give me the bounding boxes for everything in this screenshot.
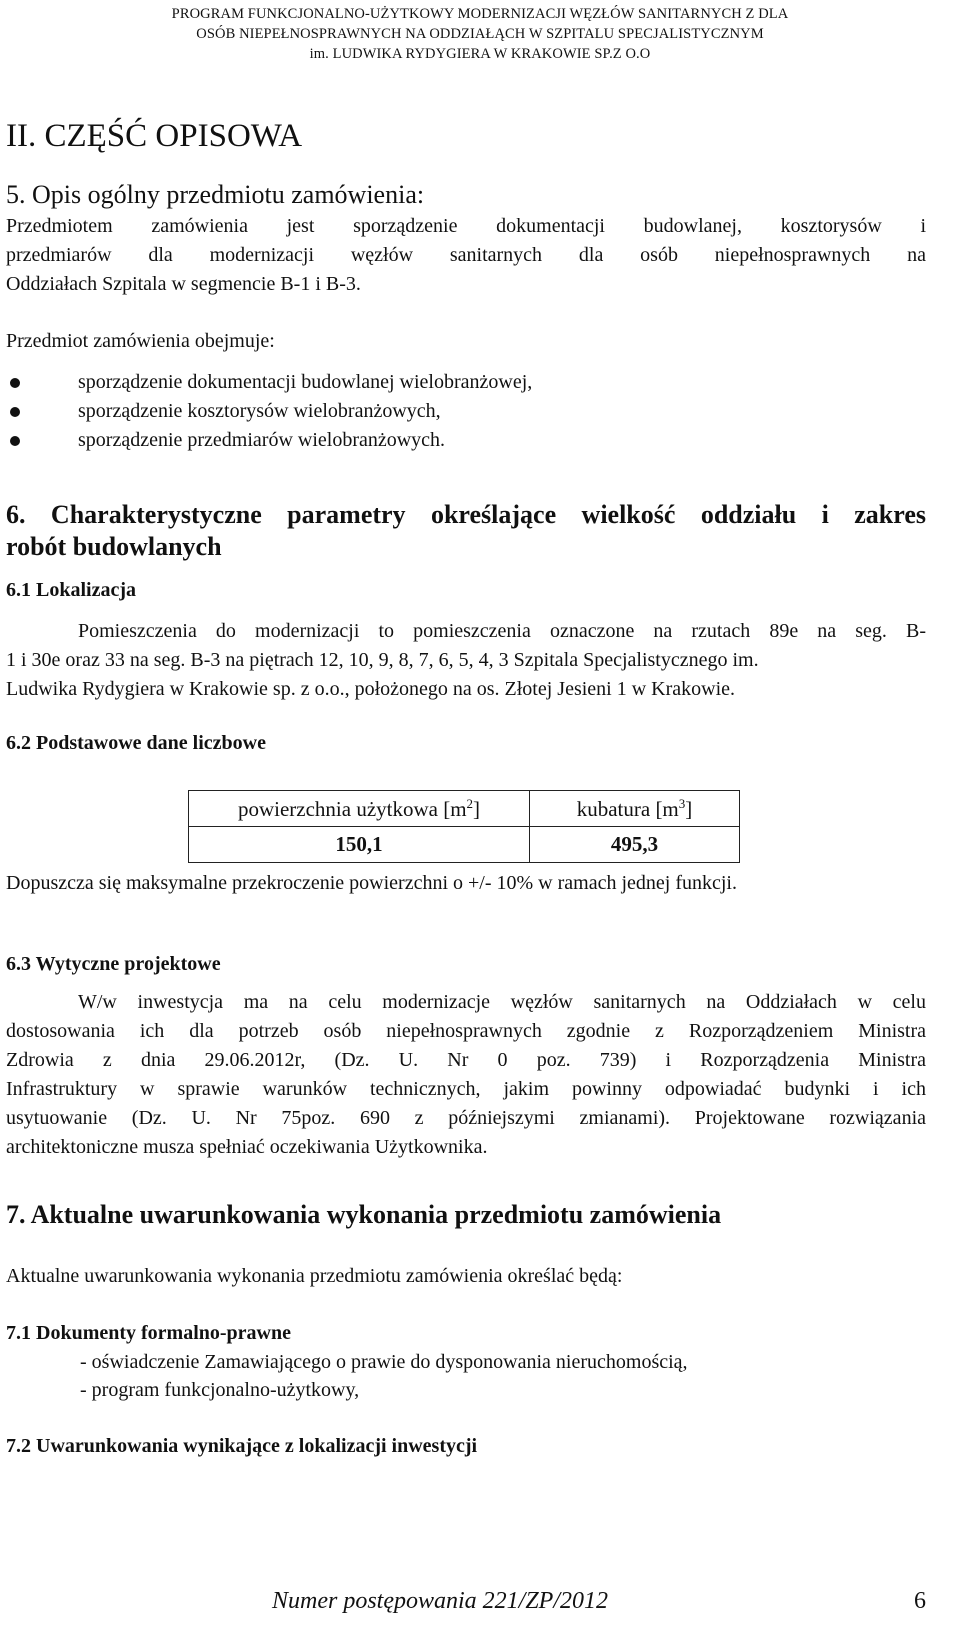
section-7-intro: Aktualne uwarunkowania wykonania przedmiotu zamówienia określać będą: — [6, 1265, 623, 1287]
document-item-2: - program funkcjonalno-użytkowy, — [80, 1379, 360, 1401]
bullet-icon — [10, 407, 20, 417]
section-7-1-title: 7.1 Dokumenty formalno-prawne — [6, 1322, 291, 1344]
guidelines-line-4: Infrastruktury w sprawie warunków technicznych, jakim powinny odpowiadać budynki i ich — [6, 1078, 926, 1100]
document-item-1: - oświadczenie Zamawiającego o prawie do dysponowania nieruchomością, — [80, 1351, 688, 1373]
section-6-title-line-1: 6. Charakterystyczne parametry określające wielkość oddziału i zakres — [6, 500, 926, 529]
table-value-area: 150,1 — [189, 827, 530, 863]
running-header-line-2: OSÓB NIEPEŁNOSPRAWNYCH NA ODDZIAŁĄCH W SZPITALU SPECJALISTYCZNYM — [196, 26, 764, 42]
scope-item-2: sporządzenie kosztorysów wielobranżowych, — [78, 400, 441, 422]
running-header-line-3: im. LUDWIKA RYDYGIERA W KRAKOWIE SP.Z O.O — [309, 46, 651, 62]
bullet-icon — [10, 378, 20, 388]
superscript: 3 — [678, 795, 686, 811]
guidelines-line-6: architektoniczne musza spełniać oczekiwania Użytkownika. — [6, 1136, 488, 1158]
section-6-3-title: 6.3 Wytyczne projektowe — [6, 953, 221, 975]
section-7-2-title: 7.2 Uwarunkowania wynikające z lokalizacji inwestycji — [6, 1435, 478, 1457]
location-line-3: Ludwika Rydygiera w Krakowie sp. z o.o., położonego na os. Złotej Jesieni 1 w Krakowie. — [6, 678, 736, 700]
location-line-1: Pomieszczenia do modernizacji to pomieszczenia oznaczone na rzutach 89e na seg. B- — [78, 620, 926, 642]
procedure-number: Numer postępowania 221/ZP/2012 — [272, 1588, 609, 1614]
scope-item-3: sporządzenie przedmiarów wielobranżowych. — [78, 429, 446, 451]
tolerance-note: Dopuszcza się maksymalne przekroczenie powierzchni o +/- 10% w ramach jednej funkcji. — [6, 872, 737, 894]
part-title: II. CZĘŚĆ OPISOWA — [6, 118, 303, 154]
scope-item-1: sporządzenie dokumentacji budowlanej wielobranżowej, — [78, 371, 533, 393]
guidelines-line-5: usytuowanie (Dz. U. Nr 75poz. 690 z późniejszymi zmianami). Projektowane rozwiązania — [6, 1107, 926, 1129]
bullet-icon — [10, 436, 20, 446]
section-5-paragraph-line-3: Oddziałach Szpitala w segmencie B-1 i B-3. — [6, 273, 361, 295]
section-6-title-line-2: robót budowlanych — [6, 532, 222, 561]
basic-data-table — [188, 790, 740, 863]
location-line-2: 1 i 30e oraz 33 na seg. B-3 na piętrach 12, 10, 9, 8, 7, 6, 5, 4, 3 Szpitala Specjalistycznego im. — [6, 649, 759, 671]
guidelines-line-2: dostosowania ich dla potrzeb osób niepełnosprawnych zgodnie z Rozporządzeniem Ministra — [6, 1020, 926, 1042]
table-header-area: powierzchnia użytkowa $[m^2]$ — [189, 791, 530, 827]
guidelines-line-3: Zdrowia z dnia 29.06.2012r, (Dz. U. Nr 0 poz. 739) i Rozporządzenia Ministra — [6, 1049, 926, 1071]
section-5-paragraph-line-2: przedmiarów dla modernizacji węzłów sanitarnych dla osób niepełnosprawnych na — [6, 244, 926, 266]
table-header-volume: kubatura $[m^3]$ — [530, 791, 740, 827]
guidelines-line-1: W/w inwestycja ma na celu modernizacje węzłów sanitarnych na Oddziałach w celu — [78, 991, 926, 1013]
scope-label: Przedmiot zamówienia obejmuje: — [6, 330, 275, 352]
section-5-title: 5. Opis ogólny przedmiotu zamówienia: — [6, 180, 425, 209]
table-value-volume: 495,3 — [530, 827, 740, 863]
running-header-line-1: PROGRAM FUNKCJONALNO-UŻYTKOWY MODERNIZACJI WĘZŁÓW SANITARNYCH Z DLA — [171, 6, 789, 22]
section-7-title: 7. Aktualne uwarunkowania wykonania przedmiotu zamówienia — [6, 1200, 722, 1229]
section-6-2-title: 6.2 Podstawowe dane liczbowe — [6, 732, 266, 754]
superscript: 2 — [466, 795, 474, 811]
page-number: 6 — [914, 1588, 926, 1614]
section-6-1-title: 6.1 Lokalizacja — [6, 579, 136, 601]
section-5-paragraph-line-1: Przedmiotem zamówienia jest sporządzenie dokumentacji budowlanej, kosztorysów i — [6, 215, 926, 237]
